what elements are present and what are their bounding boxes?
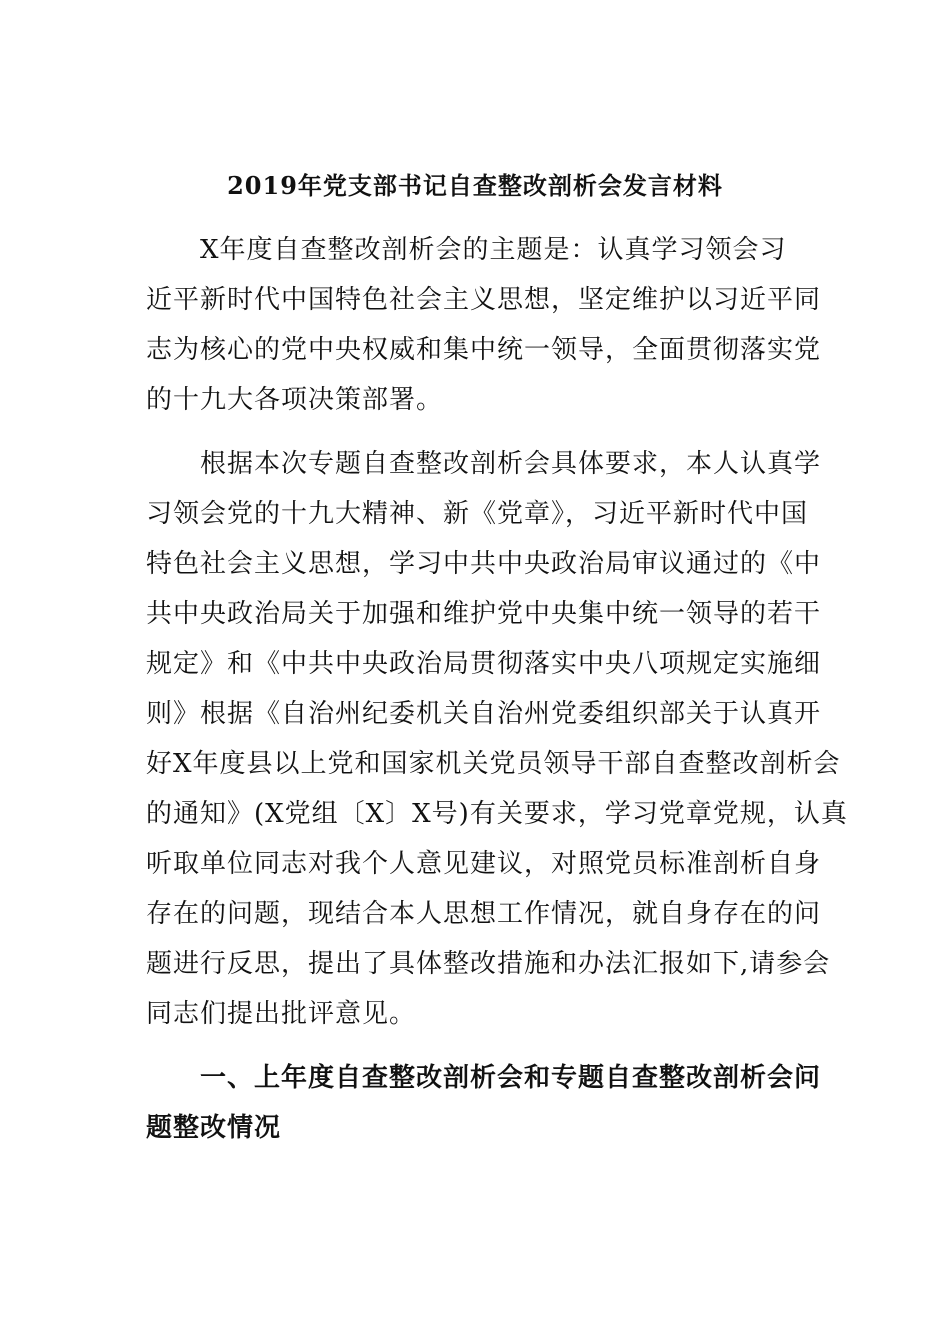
paragraph-2-line-4: 共中央政治局关于加强和维护党中央集中统一领导的若干 (146, 599, 822, 629)
section-heading-line-1: 一、上年度自查整改剖析会和专题自查整改剖析会问 (146, 1063, 822, 1093)
paragraph-2-line-2: 习领会党的十九大精神、新《党章》，习近平新时代中国 (146, 499, 809, 529)
paragraph-2-line-8: 的通知》(X党组〔X〕X号)有关要求，学习党章党规，认真 (146, 799, 848, 829)
paragraph-2-line-12: 同志们提出批评意见。 (146, 999, 417, 1029)
section-heading-line-2: 题整改情况 (146, 1113, 282, 1143)
paragraph-2-line-11: 题进行反思，提出了具体整改措施和办法汇报如下,请参会 (146, 949, 831, 979)
paragraph-1-line-3: 志为核心的党中央权威和集中统一领导，全面贯彻落实党 (146, 335, 822, 365)
paragraph-2-line-1: 根据本次专题自查整改剖析会具体要求，本人认真学 (146, 449, 822, 479)
paragraph-2-line-6: 则》根据《自治州纪委机关自治州党委组织部关于认真开 (146, 699, 822, 729)
document-title: 2019年党支部书记自查整改剖析会发言材料 (227, 171, 723, 200)
paragraph-1-line-4: 的十九大各项决策部署。 (146, 385, 444, 415)
paragraph-2-line-5: 规定》和《中共中央政治局贯彻落实中央八项规定实施细 (146, 649, 822, 679)
paragraph-2-line-3: 特色社会主义思想，学习中共中央政治局审议通过的《中 (146, 549, 822, 579)
paragraph-1-line-2: 近平新时代中国特色社会主义思想，坚定维护以习近平同 (146, 285, 822, 315)
paragraph-1-line-1: X年度自查整改剖析会的主题是：认真学习领会习 (146, 235, 787, 265)
paragraph-2-line-7: 好X年度县以上党和国家机关党员领导干部自查整改剖析会 (146, 749, 841, 779)
paragraph-2-line-9: 听取单位同志对我个人意见建议，对照党员标准剖析自身 (146, 849, 822, 879)
paragraph-2-line-10: 存在的问题，现结合本人思想工作情况，就自身存在的问 (146, 899, 822, 929)
